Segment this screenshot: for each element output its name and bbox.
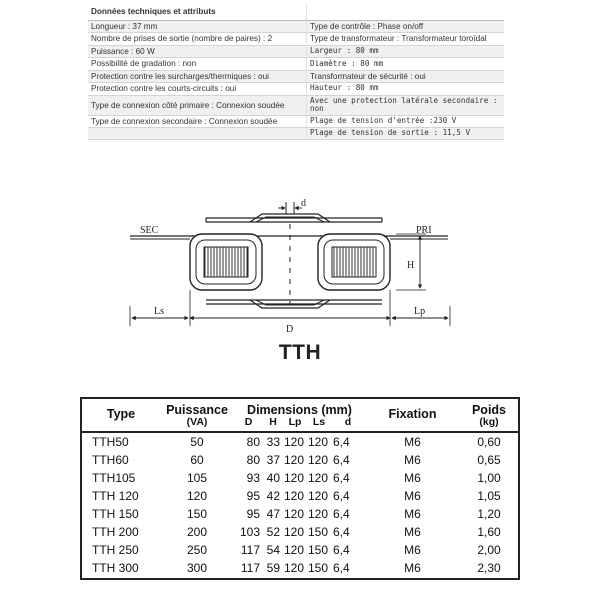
cell-dim-ls: 120 — [307, 453, 328, 467]
cell-dim-lp: 120 — [283, 489, 304, 503]
cell-dim-lp: 120 — [283, 507, 304, 521]
specs-row — [88, 115, 504, 127]
product-row — [82, 487, 518, 505]
header-dim-h: H — [263, 417, 283, 432]
cell-type: TTH 300 — [92, 561, 139, 575]
header-dim-d-small: d — [331, 417, 365, 432]
specs-row — [88, 70, 504, 82]
specs-left-cell: Nombre de prises de sortie (nombre de paires) : 2 — [88, 33, 307, 45]
specs-left-cell — [88, 128, 307, 140]
cell-dim-h: 59 — [266, 561, 280, 575]
cell-dim-lp: 120 — [283, 543, 304, 557]
cell-type: TTH60 — [92, 453, 129, 467]
cell-fixation: M6 — [404, 543, 421, 557]
specs-left-cell: Protection contre les courts-circuits : oui — [88, 83, 307, 95]
specs-right-cell: Type de transformateur : Transformateur toroïdal — [307, 33, 505, 45]
cell-dim-h: 42 — [266, 489, 280, 503]
cell-dim-lp: 120 — [283, 471, 304, 485]
cell-puissance: 50 — [190, 435, 204, 449]
cell-dim-h: 33 — [266, 435, 280, 449]
transformer-diagram — [120, 196, 460, 336]
specs-header: Données techniques et attributs — [88, 4, 307, 21]
cell-dim-ls: 120 — [307, 489, 328, 503]
d-dimension — [190, 318, 390, 335]
product-series-title: TTH — [278, 341, 322, 364]
cell-fixation: M6 — [404, 489, 421, 503]
product-table-body — [82, 432, 518, 577]
cell-type: TTH 120 — [92, 489, 139, 503]
bolt-d-dimension — [278, 198, 306, 214]
specs-left-cell: Type de connexion secondaire : Connexion soudée — [88, 115, 307, 127]
cell-poids: 1,00 — [477, 471, 501, 485]
cell-dim-d-big: 117 — [240, 561, 260, 575]
left-coil-section — [190, 234, 262, 290]
cell-puissance: 150 — [186, 507, 208, 521]
cell-fixation: M6 — [404, 435, 421, 449]
specs-right-cell: Avec une protection latérale secondaire : non — [307, 95, 505, 115]
right-coil-section — [318, 234, 390, 290]
cell-poids: 1,20 — [477, 507, 501, 521]
cell-type: TTH50 — [92, 435, 129, 449]
specs-right-cell: Diamètre : 80 mm — [307, 58, 505, 70]
cell-dim-lp: 120 — [283, 453, 304, 467]
product-row — [82, 523, 518, 541]
product-table — [82, 399, 518, 577]
specs-table — [88, 4, 504, 140]
cell-puissance: 250 — [186, 543, 208, 557]
header-dim-d-big: D — [234, 417, 263, 432]
cell-poids: 0,60 — [477, 435, 501, 449]
header-dim-lp: Lp — [283, 417, 307, 432]
product-row — [82, 559, 518, 577]
cell-puissance: 120 — [186, 489, 208, 503]
product-table-frame — [80, 397, 520, 580]
cell-dim-h: 37 — [266, 453, 280, 467]
bottom-washer — [206, 300, 382, 308]
label-d-small: d — [301, 198, 306, 209]
specs-row — [88, 21, 504, 33]
cell-dim-d-small: 6,4 — [333, 471, 350, 485]
top-washer — [206, 214, 382, 222]
label-d-big: D — [286, 324, 294, 335]
cell-type: TTH 250 — [92, 543, 139, 557]
specs-row — [88, 33, 504, 45]
specs-right-cell: Type de contrôle : Phase on/off — [307, 21, 505, 33]
header-type: Type — [82, 399, 160, 432]
cell-dim-lp: 120 — [283, 435, 304, 449]
lead-wires — [130, 225, 448, 239]
cell-poids: 1,05 — [477, 489, 501, 503]
header-dimensions: Dimensions (mm) — [247, 402, 352, 417]
cell-dim-ls: 120 — [307, 507, 328, 521]
cell-dim-d-small: 6,4 — [333, 453, 350, 467]
specs-left-cell: Possibilité de gradation : non — [88, 58, 307, 70]
specs-left-cell: Puissance : 60 W — [88, 45, 307, 57]
header-poids: Poids — [471, 402, 507, 417]
cell-dim-d-big: 80 — [246, 453, 260, 467]
cell-puissance: 300 — [186, 561, 208, 575]
cell-poids: 2,00 — [477, 543, 501, 557]
cell-puissance: 200 — [186, 525, 208, 539]
label-h: H — [407, 260, 415, 271]
cell-fixation: M6 — [404, 453, 421, 467]
cell-dim-d-small: 6,4 — [333, 561, 350, 575]
cell-dim-d-small: 6,4 — [333, 489, 350, 503]
label-pri: PRI — [416, 225, 432, 236]
specs-right-cell: Plage de tension de sortie : 11,5 V — [307, 128, 505, 140]
specs-header-blank — [307, 4, 505, 21]
specs-body — [88, 4, 504, 140]
product-row — [82, 451, 518, 469]
cell-dim-d-big: 93 — [246, 471, 260, 485]
specs-header-row — [88, 4, 504, 21]
cell-dim-d-big: 95 — [246, 507, 260, 521]
cell-dim-d-big: 80 — [246, 435, 260, 449]
product-row — [82, 541, 518, 559]
label-lp: Lp — [414, 306, 426, 317]
ls-dimension — [130, 290, 190, 326]
specs-right-cell: Hauteur : 80 mm — [307, 83, 505, 95]
product-table-head — [82, 399, 518, 432]
cell-fixation: M6 — [404, 525, 421, 539]
cell-puissance: 105 — [186, 471, 208, 485]
specs-row — [88, 128, 504, 140]
header-poids-unit: (kg) — [460, 417, 518, 432]
specs-right-cell: Largeur : 80 mm — [307, 45, 505, 57]
header-puissance: Puissance — [166, 402, 228, 417]
lp-dimension — [390, 290, 450, 326]
header-fixation: Fixation — [365, 399, 460, 432]
cell-dim-lp: 120 — [283, 525, 304, 539]
specs-row — [88, 83, 504, 95]
cell-dim-d-big: 117 — [240, 543, 260, 557]
cell-dim-ls: 150 — [307, 561, 328, 575]
specs-right-cell: Plage de tension d'entrée :230 V — [307, 115, 505, 127]
specs-right-cell: Transformateur de sécurité : oui — [307, 70, 505, 82]
specs-left-cell: Type de connexion côté primaire : Connexion soudée — [88, 95, 307, 115]
cell-dim-d-small: 6,4 — [333, 525, 350, 539]
cell-type: TTH105 — [92, 471, 136, 485]
cell-dim-d-small: 6,4 — [333, 507, 350, 521]
product-row — [82, 432, 518, 451]
cell-dim-ls: 150 — [307, 525, 328, 539]
cell-dim-ls: 150 — [307, 543, 328, 557]
cell-dim-d-small: 6,4 — [333, 435, 350, 449]
cell-poids: 1,60 — [477, 525, 501, 539]
cell-dim-lp: 120 — [283, 561, 304, 575]
product-row — [82, 469, 518, 487]
cell-dim-h: 47 — [266, 507, 280, 521]
h-dimension — [396, 234, 426, 290]
label-sec: SEC — [140, 225, 159, 236]
label-ls: Ls — [154, 306, 164, 317]
specs-left-cell: Longueur : 37 mm — [88, 21, 307, 33]
cell-dim-h: 52 — [266, 525, 280, 539]
product-row — [82, 505, 518, 523]
specs-left-cell: Protection contre les surcharges/thermiques : oui — [88, 70, 307, 82]
specs-row — [88, 58, 504, 70]
cell-poids: 0,65 — [477, 453, 501, 467]
cell-fixation: M6 — [404, 471, 421, 485]
cell-fixation: M6 — [404, 507, 421, 521]
cell-fixation: M6 — [404, 561, 421, 575]
cell-type: TTH 200 — [92, 525, 139, 539]
cell-dim-ls: 120 — [307, 435, 328, 449]
cell-poids: 2,30 — [477, 561, 501, 575]
header-dim-ls: Ls — [307, 417, 331, 432]
cell-dim-d-small: 6,4 — [333, 543, 350, 557]
cell-dim-d-big: 95 — [246, 489, 260, 503]
specs-row — [88, 45, 504, 57]
cell-dim-ls: 120 — [307, 471, 328, 485]
cell-dim-h: 40 — [266, 471, 280, 485]
cell-type: TTH 150 — [92, 507, 139, 521]
cell-puissance: 60 — [190, 453, 204, 467]
header-puissance-unit: (VA) — [160, 417, 234, 432]
cell-dim-h: 54 — [266, 543, 280, 557]
specs-row — [88, 95, 504, 115]
cell-dim-d-big: 103 — [239, 525, 260, 539]
